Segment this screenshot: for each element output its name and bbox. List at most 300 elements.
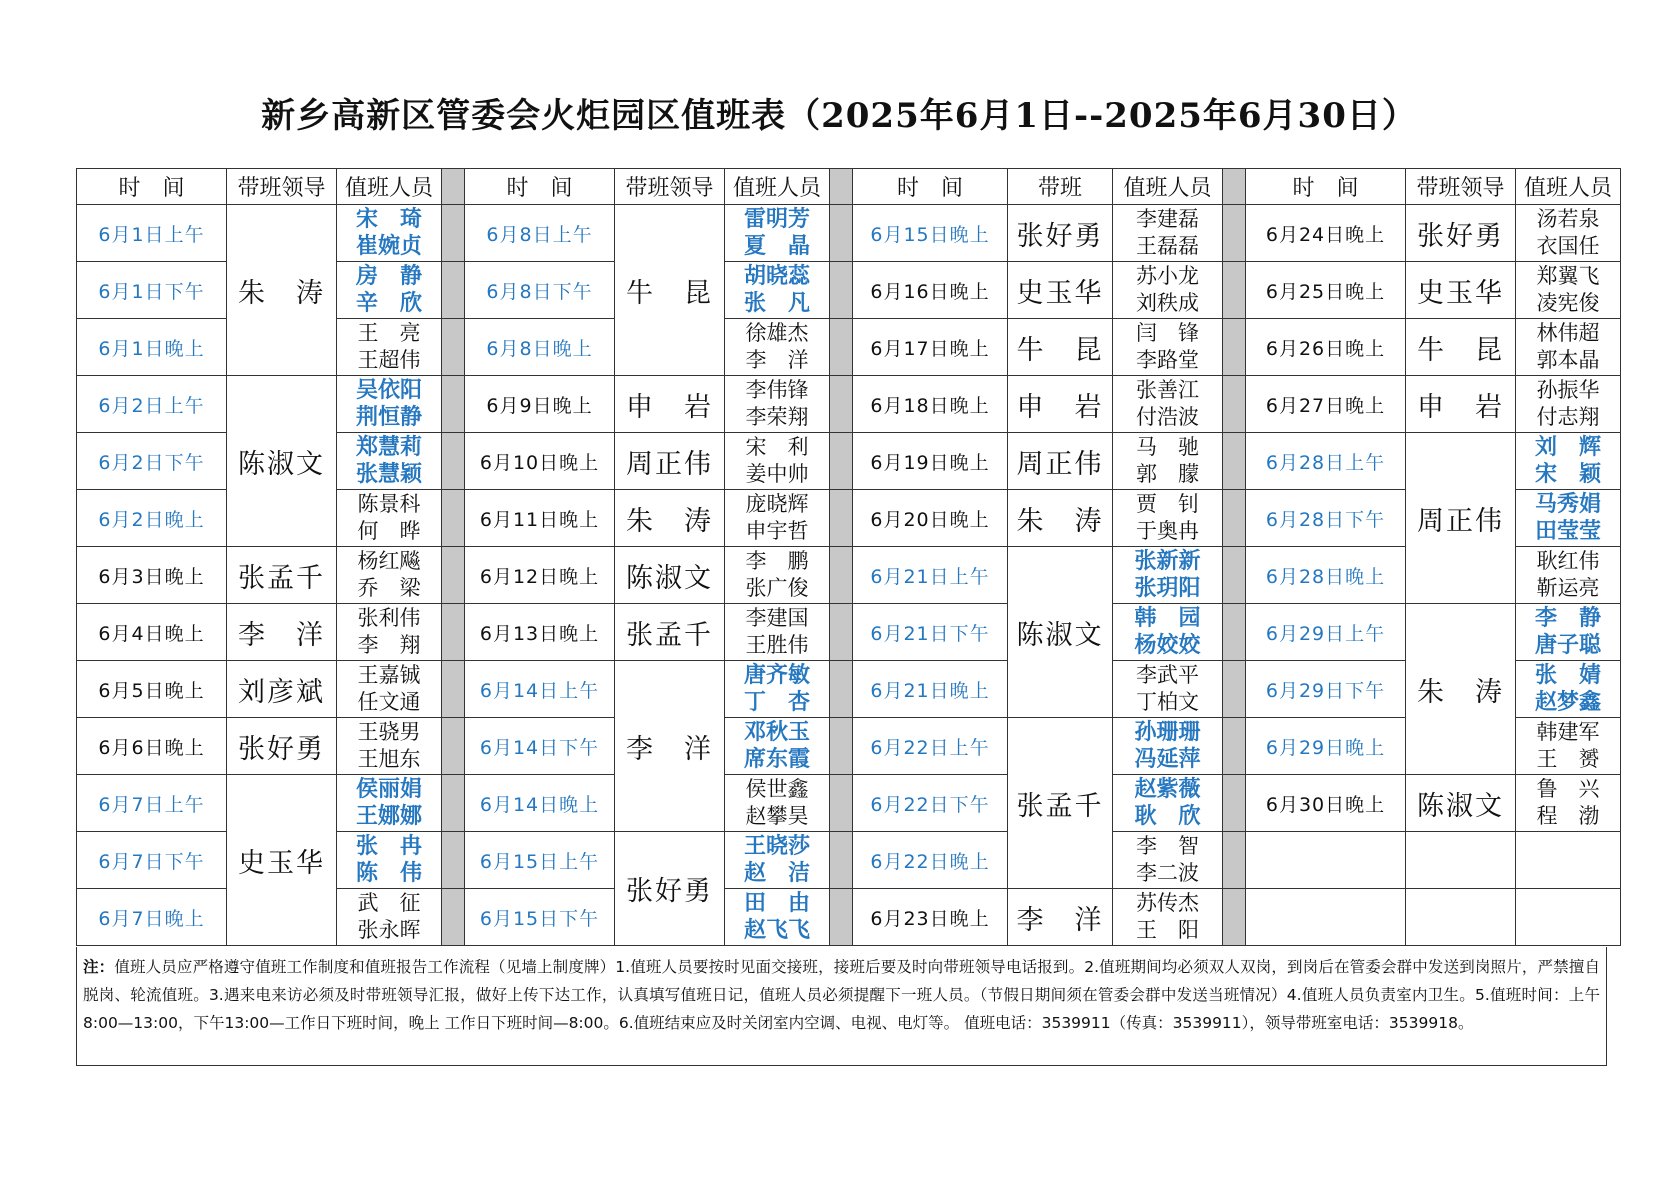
staff-name: 李 翔 bbox=[357, 633, 421, 657]
time-cell: 6月13日晚上 bbox=[465, 604, 615, 661]
leader-cell: 李 洋 bbox=[615, 661, 725, 832]
staff-name: 张慧颖 bbox=[355, 462, 422, 487]
time-cell: 6月18日晚上 bbox=[853, 376, 1008, 433]
staff-name: 邓秋玉 bbox=[743, 720, 810, 745]
header-time: 时 间 bbox=[1246, 169, 1406, 205]
staff-name: 于奥冉 bbox=[1136, 519, 1199, 543]
time-cell: 6月14日上午 bbox=[465, 661, 615, 718]
time-cell: 6月29日下午 bbox=[1246, 661, 1406, 718]
column-separator bbox=[1223, 262, 1246, 319]
time-cell: 6月16日晚上 bbox=[853, 262, 1008, 319]
staff-cell bbox=[337, 547, 442, 604]
staff-cell bbox=[337, 661, 442, 718]
staff-name: 唐子聪 bbox=[1534, 633, 1601, 658]
staff-cell bbox=[725, 604, 830, 661]
staff-cell bbox=[1516, 604, 1621, 661]
staff-name: 郑慧莉 bbox=[355, 435, 422, 460]
leader-cell: 张好勇 bbox=[1406, 205, 1516, 262]
staff-cell bbox=[725, 262, 830, 319]
column-separator bbox=[830, 205, 853, 262]
staff-cell bbox=[337, 718, 442, 775]
leader-cell: 牛 昆 bbox=[615, 205, 725, 376]
leader-cell: 张好勇 bbox=[227, 718, 337, 775]
column-separator bbox=[442, 832, 465, 889]
staff-name: 姜中帅 bbox=[745, 462, 809, 486]
leader-cell: 周正伟 bbox=[615, 433, 725, 490]
column-separator bbox=[830, 433, 853, 490]
column-separator bbox=[442, 433, 465, 490]
staff-name: 衣国任 bbox=[1536, 234, 1600, 258]
staff-name: 徐雄杰 bbox=[745, 321, 809, 345]
staff-name: 林伟超 bbox=[1536, 321, 1600, 345]
header-leader: 带班领导 bbox=[1406, 169, 1516, 205]
time-cell: 6月2日上午 bbox=[77, 376, 227, 433]
staff-cell bbox=[725, 319, 830, 376]
column-separator bbox=[1223, 547, 1246, 604]
staff-cell bbox=[725, 376, 830, 433]
time-cell: 6月5日晚上 bbox=[77, 661, 227, 718]
staff-cell bbox=[337, 832, 442, 889]
staff-cell bbox=[1516, 718, 1621, 775]
time-cell: 6月4日晚上 bbox=[77, 604, 227, 661]
staff-name: 宋 利 bbox=[745, 435, 809, 459]
staff-cell bbox=[1516, 376, 1621, 433]
staff-name: 王磊磊 bbox=[1136, 234, 1199, 258]
staff-cell bbox=[337, 319, 442, 376]
staff-name: 唐齐敏 bbox=[743, 663, 810, 688]
column-separator bbox=[442, 205, 465, 262]
staff-name: 申宇哲 bbox=[745, 519, 809, 543]
staff-name: 李武平 bbox=[1136, 663, 1199, 687]
column-separator bbox=[442, 889, 465, 946]
staff-cell bbox=[337, 433, 442, 490]
staff-name: 张 冉 bbox=[355, 834, 422, 859]
time-cell: 6月28日上午 bbox=[1246, 433, 1406, 490]
column-separator bbox=[1223, 433, 1246, 490]
time-cell: 6月15日上午 bbox=[465, 832, 615, 889]
time-cell: 6月2日晚上 bbox=[77, 490, 227, 547]
column-separator bbox=[830, 319, 853, 376]
time-cell: 6月20日晚上 bbox=[853, 490, 1008, 547]
time-cell: 6月14日下午 bbox=[465, 718, 615, 775]
staff-cell bbox=[725, 490, 830, 547]
staff-cell bbox=[725, 661, 830, 718]
header-staff: 值班人员 bbox=[337, 169, 442, 205]
time-cell: 6月1日晚上 bbox=[77, 319, 227, 376]
time-cell: 6月25日晚上 bbox=[1246, 262, 1406, 319]
staff-name: 赵梦鑫 bbox=[1534, 690, 1601, 715]
staff-name: 张广俊 bbox=[745, 576, 809, 600]
staff-name: 李荣翔 bbox=[745, 405, 809, 429]
staff-name: 孙振华 bbox=[1536, 378, 1600, 402]
note-text: 值班人员应严格遵守值班工作制度和值班报告工作流程（见墙上制度牌）1.值班人员要按时见面交接班，接班后要及时向带班领导电话报到。2.值班期间均必须双人双岗，到岗后在管委会群中发送到岗照片，严禁擅自脱岗、轮流值班。3.遇来电来访必须及时带班领导汇报，做好上传下达工作，认真填写值班日记，值班人员必须提醒下一班人员。（节假日期间须在管委会群中发送当班情况）4.值班人员负责室内卫生。5.值班时间：上午8:00—13:00，下午13:00—工作日下班时间，晚上 工作日下班时间—8:00。6.值班结束应及时关闭室内空调、电视、电灯等。 值班电话：3539911（传真：3539911），领导带班室电话：3539918。 bbox=[83, 958, 1600, 1032]
staff-name: 贾 钊 bbox=[1136, 492, 1199, 516]
column-separator bbox=[442, 490, 465, 547]
staff-name: 李 智 bbox=[1136, 834, 1199, 858]
staff-name: 赵紫薇 bbox=[1134, 777, 1201, 802]
time-cell: 6月15日晚上 bbox=[853, 205, 1008, 262]
leader-cell: 张孟千 bbox=[1008, 718, 1113, 889]
time-cell: 6月11日晚上 bbox=[465, 490, 615, 547]
table-row bbox=[77, 376, 1621, 433]
column-separator bbox=[442, 376, 465, 433]
leader-cell bbox=[1406, 889, 1516, 946]
staff-name: 李 洋 bbox=[745, 348, 809, 372]
staff-name: 席东霞 bbox=[743, 747, 810, 772]
leader-cell: 史玉华 bbox=[1406, 262, 1516, 319]
staff-name: 房 静 bbox=[355, 264, 422, 289]
column-separator bbox=[1223, 205, 1246, 262]
column-separator bbox=[1223, 661, 1246, 718]
staff-name: 田 由 bbox=[743, 891, 810, 916]
time-cell: 6月22日上午 bbox=[853, 718, 1008, 775]
staff-name: 陈 伟 bbox=[355, 861, 422, 886]
time-cell: 6月14日晚上 bbox=[465, 775, 615, 832]
staff-name: 王 赟 bbox=[1536, 747, 1600, 771]
time-cell: 6月27日晚上 bbox=[1246, 376, 1406, 433]
time-cell bbox=[1246, 832, 1406, 889]
leader-cell: 张孟千 bbox=[615, 604, 725, 661]
staff-cell bbox=[1113, 604, 1223, 661]
leader-cell: 牛 昆 bbox=[1406, 319, 1516, 376]
time-cell: 6月21日上午 bbox=[853, 547, 1008, 604]
leader-cell: 史玉华 bbox=[227, 775, 337, 946]
column-separator bbox=[442, 775, 465, 832]
leader-cell: 周正伟 bbox=[1406, 433, 1516, 604]
staff-cell bbox=[1113, 376, 1223, 433]
header-leader: 带班领导 bbox=[227, 169, 337, 205]
time-cell: 6月8日上午 bbox=[465, 205, 615, 262]
staff-name: 王娜娜 bbox=[355, 804, 422, 829]
staff-name: 辛 欣 bbox=[355, 291, 422, 316]
column-separator bbox=[1223, 604, 1246, 661]
column-separator bbox=[442, 547, 465, 604]
staff-name: 张玥阳 bbox=[1134, 576, 1201, 601]
staff-cell bbox=[725, 889, 830, 946]
leader-cell: 朱 涛 bbox=[227, 205, 337, 376]
staff-name: 李路堂 bbox=[1136, 348, 1199, 372]
staff-name: 王晓莎 bbox=[743, 834, 810, 859]
column-separator bbox=[830, 490, 853, 547]
header-time: 时 间 bbox=[465, 169, 615, 205]
column-separator bbox=[830, 661, 853, 718]
time-cell: 6月6日晚上 bbox=[77, 718, 227, 775]
staff-cell bbox=[337, 376, 442, 433]
staff-name: 乔 梁 bbox=[357, 576, 421, 600]
staff-name: 刘秩成 bbox=[1136, 291, 1199, 315]
staff-name: 马 驰 bbox=[1136, 435, 1199, 459]
column-separator bbox=[1223, 169, 1246, 205]
staff-cell bbox=[1516, 889, 1621, 946]
table-row bbox=[77, 718, 1621, 775]
time-cell: 6月7日晚上 bbox=[77, 889, 227, 946]
staff-name: 付浩波 bbox=[1136, 405, 1199, 429]
staff-cell bbox=[1516, 547, 1621, 604]
table-row bbox=[77, 604, 1621, 661]
leader-cell: 李 洋 bbox=[227, 604, 337, 661]
column-separator bbox=[830, 889, 853, 946]
staff-name: 靳运亮 bbox=[1536, 576, 1600, 600]
table-row bbox=[77, 205, 1621, 262]
column-separator bbox=[1223, 775, 1246, 832]
staff-name: 任文通 bbox=[357, 690, 421, 714]
time-cell: 6月30日晚上 bbox=[1246, 775, 1406, 832]
staff-name: 李二波 bbox=[1136, 861, 1199, 885]
staff-name: 张新新 bbox=[1134, 549, 1201, 574]
staff-cell bbox=[1113, 718, 1223, 775]
table-row bbox=[77, 661, 1621, 718]
leader-cell: 刘彦斌 bbox=[227, 661, 337, 718]
column-separator bbox=[1223, 319, 1246, 376]
column-separator bbox=[830, 604, 853, 661]
time-cell: 6月28日下午 bbox=[1246, 490, 1406, 547]
staff-cell bbox=[725, 205, 830, 262]
staff-name: 程 渤 bbox=[1536, 804, 1600, 828]
staff-name: 赵攀昊 bbox=[745, 804, 809, 828]
staff-cell bbox=[1113, 205, 1223, 262]
staff-name: 丁柏文 bbox=[1136, 690, 1199, 714]
staff-name: 庞晓辉 bbox=[745, 492, 809, 516]
time-cell: 6月26日晚上 bbox=[1246, 319, 1406, 376]
column-separator bbox=[442, 661, 465, 718]
staff-name: 侯丽娟 bbox=[355, 777, 422, 802]
column-separator bbox=[830, 547, 853, 604]
column-separator bbox=[830, 169, 853, 205]
staff-name: 雷明芳 bbox=[743, 207, 810, 232]
staff-cell bbox=[1516, 262, 1621, 319]
leader-cell: 李 洋 bbox=[1008, 889, 1113, 946]
column-separator bbox=[830, 775, 853, 832]
staff-cell bbox=[725, 832, 830, 889]
staff-cell bbox=[1113, 319, 1223, 376]
column-separator bbox=[1223, 718, 1246, 775]
staff-cell bbox=[1113, 490, 1223, 547]
staff-name: 王胜伟 bbox=[745, 633, 809, 657]
time-cell: 6月10日晚上 bbox=[465, 433, 615, 490]
staff-name: 郭 朦 bbox=[1136, 462, 1199, 486]
staff-name: 吴依阳 bbox=[355, 378, 422, 403]
staff-name: 孙珊珊 bbox=[1134, 720, 1201, 745]
column-separator bbox=[442, 718, 465, 775]
staff-name: 王旭东 bbox=[357, 747, 421, 771]
time-cell: 6月7日下午 bbox=[77, 832, 227, 889]
header-time: 时 间 bbox=[77, 169, 227, 205]
time-cell: 6月21日晚上 bbox=[853, 661, 1008, 718]
notes-section bbox=[76, 947, 1607, 1066]
table-row bbox=[77, 547, 1621, 604]
staff-name: 赵 洁 bbox=[743, 861, 810, 886]
time-cell: 6月24日晚上 bbox=[1246, 205, 1406, 262]
staff-name: 鲁 兴 bbox=[1536, 777, 1600, 801]
leader-cell: 申 岩 bbox=[1008, 376, 1113, 433]
leader-cell: 史玉华 bbox=[1008, 262, 1113, 319]
note-label: 注： bbox=[83, 958, 115, 976]
time-cell: 6月1日下午 bbox=[77, 262, 227, 319]
staff-cell bbox=[725, 433, 830, 490]
time-cell: 6月9日晚上 bbox=[465, 376, 615, 433]
header-staff: 值班人员 bbox=[1516, 169, 1621, 205]
staff-name: 荆恒静 bbox=[355, 405, 422, 430]
staff-name: 李 鹏 bbox=[745, 549, 809, 573]
staff-name: 宋 颖 bbox=[1534, 462, 1601, 487]
header-time: 时 间 bbox=[853, 169, 1008, 205]
leader-cell: 陈淑文 bbox=[1406, 775, 1516, 832]
leader-cell: 申 岩 bbox=[1406, 376, 1516, 433]
staff-name: 宋 琦 bbox=[355, 207, 422, 232]
column-separator bbox=[830, 718, 853, 775]
staff-name: 苏小龙 bbox=[1136, 264, 1199, 288]
staff-name: 杨姣姣 bbox=[1134, 633, 1201, 658]
time-cell: 6月22日晚上 bbox=[853, 832, 1008, 889]
staff-cell bbox=[337, 262, 442, 319]
leader-cell: 陈淑文 bbox=[615, 547, 725, 604]
column-separator bbox=[1223, 490, 1246, 547]
staff-name: 闫 锋 bbox=[1136, 321, 1199, 345]
staff-cell bbox=[725, 547, 830, 604]
staff-name: 韩 园 bbox=[1134, 606, 1201, 631]
staff-name: 何 晔 bbox=[357, 519, 421, 543]
column-separator bbox=[1223, 376, 1246, 433]
staff-name: 张 婧 bbox=[1534, 663, 1601, 688]
staff-cell bbox=[1113, 889, 1223, 946]
column-separator bbox=[442, 319, 465, 376]
staff-cell bbox=[1113, 775, 1223, 832]
time-cell: 6月22日下午 bbox=[853, 775, 1008, 832]
staff-name: 张利伟 bbox=[357, 606, 421, 630]
staff-name: 赵飞飞 bbox=[743, 918, 810, 943]
staff-name: 夏 晶 bbox=[743, 234, 810, 259]
staff-cell bbox=[1516, 433, 1621, 490]
staff-cell bbox=[337, 889, 442, 946]
staff-name: 王 亮 bbox=[357, 321, 421, 345]
staff-name: 武 征 bbox=[357, 891, 421, 915]
staff-name: 李伟锋 bbox=[745, 378, 809, 402]
column-separator bbox=[1223, 889, 1246, 946]
column-separator bbox=[830, 262, 853, 319]
time-cell: 6月21日下午 bbox=[853, 604, 1008, 661]
staff-name: 李建国 bbox=[745, 606, 809, 630]
time-cell: 6月2日下午 bbox=[77, 433, 227, 490]
time-cell: 6月8日晚上 bbox=[465, 319, 615, 376]
leader-cell: 朱 涛 bbox=[615, 490, 725, 547]
staff-cell bbox=[337, 490, 442, 547]
table-row bbox=[77, 775, 1621, 832]
leader-cell: 陈淑文 bbox=[227, 376, 337, 547]
staff-name: 王嘉铖 bbox=[357, 663, 421, 687]
header-leader: 带班 bbox=[1008, 169, 1113, 205]
staff-name: 马秀娟 bbox=[1534, 492, 1601, 517]
leader-cell: 张好勇 bbox=[615, 832, 725, 946]
staff-name: 郭本晶 bbox=[1536, 348, 1600, 372]
leader-cell: 张好勇 bbox=[1008, 205, 1113, 262]
staff-cell bbox=[1516, 205, 1621, 262]
staff-name: 张永晖 bbox=[357, 918, 421, 942]
leader-cell: 张孟千 bbox=[227, 547, 337, 604]
staff-name: 耿 欣 bbox=[1134, 804, 1201, 829]
time-cell: 6月12日晚上 bbox=[465, 547, 615, 604]
header-leader: 带班领导 bbox=[615, 169, 725, 205]
staff-name: 侯世鑫 bbox=[745, 777, 809, 801]
staff-cell bbox=[1113, 547, 1223, 604]
staff-cell bbox=[1516, 775, 1621, 832]
staff-name: 张 凡 bbox=[743, 291, 810, 316]
time-cell: 6月7日上午 bbox=[77, 775, 227, 832]
staff-cell bbox=[1516, 490, 1621, 547]
staff-name: 张善江 bbox=[1136, 378, 1199, 402]
staff-cell bbox=[1516, 661, 1621, 718]
staff-cell bbox=[1516, 832, 1621, 889]
staff-cell bbox=[1113, 433, 1223, 490]
column-separator bbox=[442, 604, 465, 661]
column-separator bbox=[830, 832, 853, 889]
staff-cell bbox=[1113, 262, 1223, 319]
staff-name: 郑翼飞 bbox=[1536, 264, 1600, 288]
time-cell: 6月3日晚上 bbox=[77, 547, 227, 604]
staff-name: 杨红飚 bbox=[357, 549, 421, 573]
leader-cell: 朱 涛 bbox=[1406, 604, 1516, 775]
leader-cell: 申 岩 bbox=[615, 376, 725, 433]
time-cell: 6月23日晚上 bbox=[853, 889, 1008, 946]
staff-name: 付志翔 bbox=[1536, 405, 1600, 429]
time-cell: 6月28日晚上 bbox=[1246, 547, 1406, 604]
staff-name: 李建磊 bbox=[1136, 207, 1199, 231]
staff-name: 田莹莹 bbox=[1534, 519, 1601, 544]
time-cell: 6月15日下午 bbox=[465, 889, 615, 946]
leader-cell: 周正伟 bbox=[1008, 433, 1113, 490]
column-separator bbox=[442, 262, 465, 319]
time-cell: 6月19日晚上 bbox=[853, 433, 1008, 490]
column-separator bbox=[442, 169, 465, 205]
header-staff: 值班人员 bbox=[1113, 169, 1223, 205]
column-separator bbox=[830, 376, 853, 433]
staff-name: 苏传杰 bbox=[1136, 891, 1199, 915]
staff-name: 陈景科 bbox=[357, 492, 421, 516]
time-cell: 6月1日上午 bbox=[77, 205, 227, 262]
leader-cell: 朱 涛 bbox=[1008, 490, 1113, 547]
staff-cell bbox=[337, 775, 442, 832]
staff-name: 耿红伟 bbox=[1536, 549, 1600, 573]
time-cell: 6月8日下午 bbox=[465, 262, 615, 319]
time-cell: 6月29日晚上 bbox=[1246, 718, 1406, 775]
staff-name: 崔婉贞 bbox=[355, 234, 422, 259]
staff-name: 冯延萍 bbox=[1134, 747, 1201, 772]
staff-cell bbox=[337, 205, 442, 262]
time-cell: 6月17日晚上 bbox=[853, 319, 1008, 376]
staff-cell bbox=[1516, 319, 1621, 376]
leader-cell: 陈淑文 bbox=[1008, 547, 1113, 718]
staff-name: 王超伟 bbox=[357, 348, 421, 372]
staff-name: 刘 辉 bbox=[1534, 435, 1601, 460]
time-cell bbox=[1246, 889, 1406, 946]
staff-cell bbox=[1113, 661, 1223, 718]
staff-name: 胡晓蕊 bbox=[743, 264, 810, 289]
staff-name: 李 静 bbox=[1534, 606, 1601, 631]
staff-cell bbox=[1113, 832, 1223, 889]
staff-cell bbox=[725, 718, 830, 775]
duty-schedule-table bbox=[76, 168, 1621, 946]
leader-cell: 牛 昆 bbox=[1008, 319, 1113, 376]
staff-name: 韩建军 bbox=[1536, 720, 1600, 744]
column-separator bbox=[1223, 832, 1246, 889]
staff-name: 王 阳 bbox=[1136, 918, 1199, 942]
staff-name: 王骁男 bbox=[357, 720, 421, 744]
header-staff: 值班人员 bbox=[725, 169, 830, 205]
staff-name: 丁 杏 bbox=[743, 690, 810, 715]
staff-name: 凌宪俊 bbox=[1536, 291, 1600, 315]
staff-cell bbox=[725, 775, 830, 832]
staff-cell bbox=[337, 604, 442, 661]
staff-name: 汤若泉 bbox=[1536, 207, 1600, 231]
